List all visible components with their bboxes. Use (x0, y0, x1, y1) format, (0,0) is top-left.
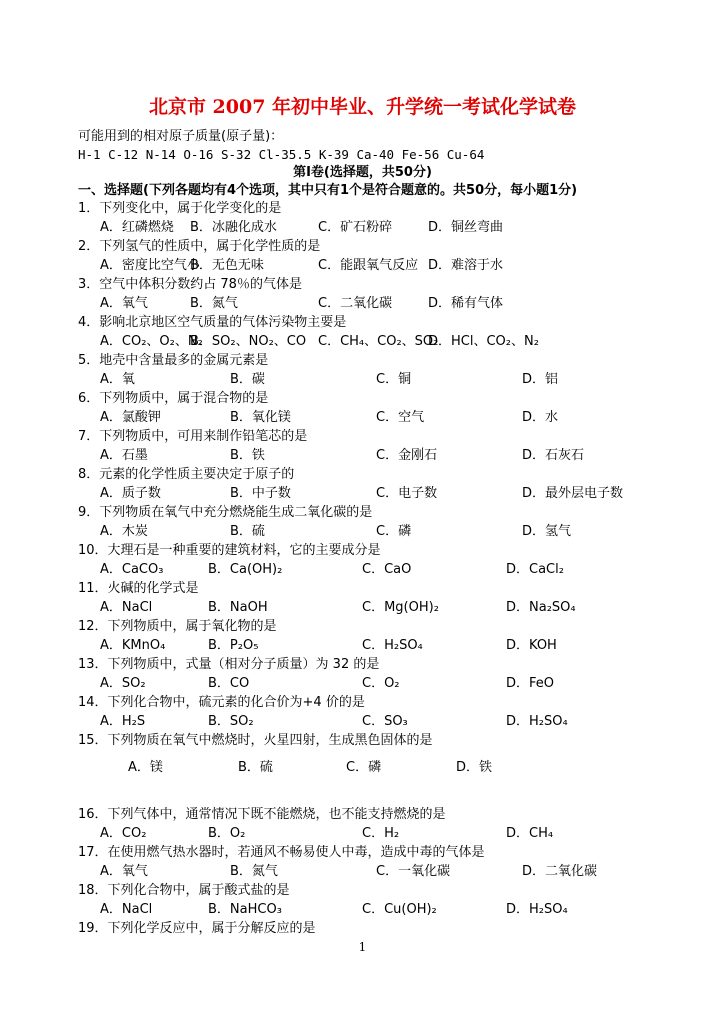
question-2-option-b: B．无色无味 (190, 258, 264, 273)
question-3-option-c: C．二氧化碳 (318, 296, 393, 311)
question-10-text: 10．大理石是一种重要的建筑材料，它的主要成分是 (78, 543, 381, 558)
question-3-option-a: A．氧气 (100, 296, 148, 311)
question-2-option-a: A．密度比空气小 (100, 258, 200, 273)
section-intro: 一、选择题(下列各题均有4个选项，其中只有1个是符合题意的。共50分，每小题1分) (78, 183, 578, 198)
question-18-option-c: C．Cu(OH)₂ (362, 902, 437, 917)
question-7-option-a: A．石墨 (100, 448, 148, 463)
question-16-option-b: B．O₂ (208, 826, 246, 841)
question-15-option-c: C．磷 (346, 760, 382, 775)
question-7-option-b: B．铁 (230, 448, 265, 463)
question-13-option-a: A．SO₂ (100, 676, 146, 691)
question-12-option-d: D．KOH (506, 638, 557, 653)
question-14-option-b: B．SO₂ (208, 714, 254, 729)
question-4-option-a: A．CO₂、O₂、N₂ (100, 334, 203, 349)
question-14-option-d: D．H₂SO₄ (506, 714, 568, 729)
question-6-option-b: B．氧化镁 (230, 410, 291, 425)
question-13-option-d: D．FeO (506, 676, 555, 691)
question-16-option-d: D．CH₄ (506, 826, 554, 841)
question-12-option-b: B．P₂O₅ (208, 638, 259, 653)
question-11-option-c: C．Mg(OH)₂ (362, 600, 439, 615)
question-17-option-a: A．氧气 (100, 864, 148, 879)
question-4-option-c: C．CH₄、CO₂、SO₂ (318, 334, 439, 349)
question-8-text: 8．元素的化学性质主要决定于原子的 (78, 467, 295, 482)
question-13-text: 13．下列物质中，式量（相对分子质量）为 32 的是 (78, 657, 380, 672)
question-9-option-d: D．氢气 (522, 524, 572, 539)
question-15-option-a: A．镁 (128, 760, 163, 775)
question-7-option-c: C．金刚石 (376, 448, 438, 463)
question-18-option-a: A．NaCl (100, 902, 153, 917)
question-6-text: 6．下列物质中，属于混合物的是 (78, 391, 269, 406)
question-11-option-b: B．NaOH (208, 600, 268, 615)
question-19-text: 19．下列化学反应中，属于分解反应的是 (78, 921, 316, 936)
question-13-option-c: C．O₂ (362, 676, 400, 691)
question-6-option-c: C．空气 (376, 410, 425, 425)
question-6-option-a: A．氯酸钾 (100, 410, 161, 425)
question-9-option-b: B．硫 (230, 524, 265, 539)
question-14-option-c: C．SO₃ (362, 714, 408, 729)
question-2-text: 2．下列氢气的性质中，属于化学性质的是 (78, 239, 321, 254)
question-8-option-a: A．质子数 (100, 486, 161, 501)
question-8-option-c: C．电子数 (376, 486, 438, 501)
question-10-option-c: C．CaO (362, 562, 412, 577)
question-16-option-a: A．CO₂ (100, 826, 147, 841)
question-15-option-b: B．硫 (238, 760, 273, 775)
page-number: 1 (358, 940, 367, 954)
question-14-text: 14．下列化合物中，硫元素的化合价为+4 价的是 (78, 695, 365, 710)
question-9-text: 9．下列物质在氧气中充分燃烧能生成二氧化碳的是 (78, 505, 373, 520)
exam-title: 北京市 2007 年初中毕业、升学统一考试化学试卷 (148, 96, 577, 118)
question-4-option-b: B．SO₂、NO₂、CO (190, 334, 307, 349)
question-17-option-c: C．一氧化碳 (376, 864, 451, 879)
question-3-option-d: D．稀有气体 (428, 296, 504, 311)
question-18-option-d: D．H₂SO₄ (506, 902, 568, 917)
question-9-option-a: A．木炭 (100, 524, 148, 539)
question-10-option-a: A．CaCO₃ (100, 562, 164, 577)
question-5-option-d: D．铝 (522, 372, 559, 387)
question-11-text: 11．火碱的化学式是 (78, 581, 199, 596)
question-7-option-d: D．石灰石 (522, 448, 585, 463)
question-4-text: 4．影响北京地区空气质量的气体污染物主要是 (78, 315, 347, 330)
question-8-option-d: D．最外层电子数 (522, 486, 624, 501)
question-17-option-d: D．二氧化碳 (522, 864, 598, 879)
question-3-option-b: B．氮气 (190, 296, 238, 311)
question-5-option-b: B．碳 (230, 372, 265, 387)
question-18-option-b: B．NaHCO₃ (208, 902, 282, 917)
section-title: 第Ⅰ卷(选择题，共50分) (293, 165, 432, 180)
atomic-mass-heading: 可能用到的相对原子质量(原子量)： (78, 129, 284, 144)
question-16-text: 16．下列气体中，通常情况下既不能燃烧，也不能支持燃烧的是 (78, 807, 446, 822)
question-10-option-d: D．CaCl₂ (506, 562, 564, 577)
question-6-option-d: D．水 (522, 410, 559, 425)
question-3-text: 3．空气中体积分数约占 78％的气体是 (78, 277, 302, 292)
question-1-option-d: D．铜丝弯曲 (428, 220, 504, 235)
question-5-text: 5．地壳中含量最多的金属元素是 (78, 353, 269, 368)
question-12-text: 12．下列物质中，属于氧化物的是 (78, 619, 277, 634)
question-5-option-a: A．氧 (100, 372, 135, 387)
question-1-text: 1．下列变化中，属于化学变化的是 (78, 201, 282, 216)
question-1-option-b: B．冰融化成水 (190, 220, 277, 235)
question-1-option-a: A．红磷燃烧 (100, 220, 174, 235)
question-12-option-c: C．H₂SO₄ (362, 638, 423, 653)
question-7-text: 7．下列物质中，可用来制作铅笔芯的是 (78, 429, 308, 444)
question-1-option-c: C．矿石粉碎 (318, 220, 393, 235)
question-8-option-b: B．中子数 (230, 486, 291, 501)
question-16-option-c: C．H₂ (362, 826, 400, 841)
question-11-option-d: D．Na₂SO₄ (506, 600, 576, 615)
question-15-option-d: D．铁 (456, 760, 493, 775)
question-12-option-a: A．KMnO₄ (100, 638, 166, 653)
question-10-option-b: B．Ca(OH)₂ (208, 562, 283, 577)
atomic-mass-values: H-1 C-12 N-14 O-16 S-32 Cl-35.5 K-39 Ca-40 Fe-56 Cu-64 (78, 147, 485, 162)
question-2-option-c: C．能跟氧气反应 (318, 258, 419, 273)
question-5-option-c: C．铜 (376, 372, 412, 387)
question-9-option-c: C．磷 (376, 524, 412, 539)
question-13-option-b: B．CO (208, 676, 250, 691)
question-17-text: 17．在使用燃气热水器时，若通风不畅易使人中毒，造成中毒的气体是 (78, 845, 485, 860)
question-15-text: 15．下列物质在氧气中燃烧时，火星四射，生成黑色固体的是 (78, 733, 433, 748)
question-4-option-d: D．HCl、CO₂、N₂ (428, 334, 539, 349)
question-11-option-a: A．NaCl (100, 600, 153, 615)
question-17-option-b: B．氮气 (230, 864, 278, 879)
question-14-option-a: A．H₂S (100, 714, 146, 729)
question-2-option-d: D．难溶于水 (428, 258, 504, 273)
question-18-text: 18．下列化合物中，属于酸式盐的是 (78, 883, 290, 898)
